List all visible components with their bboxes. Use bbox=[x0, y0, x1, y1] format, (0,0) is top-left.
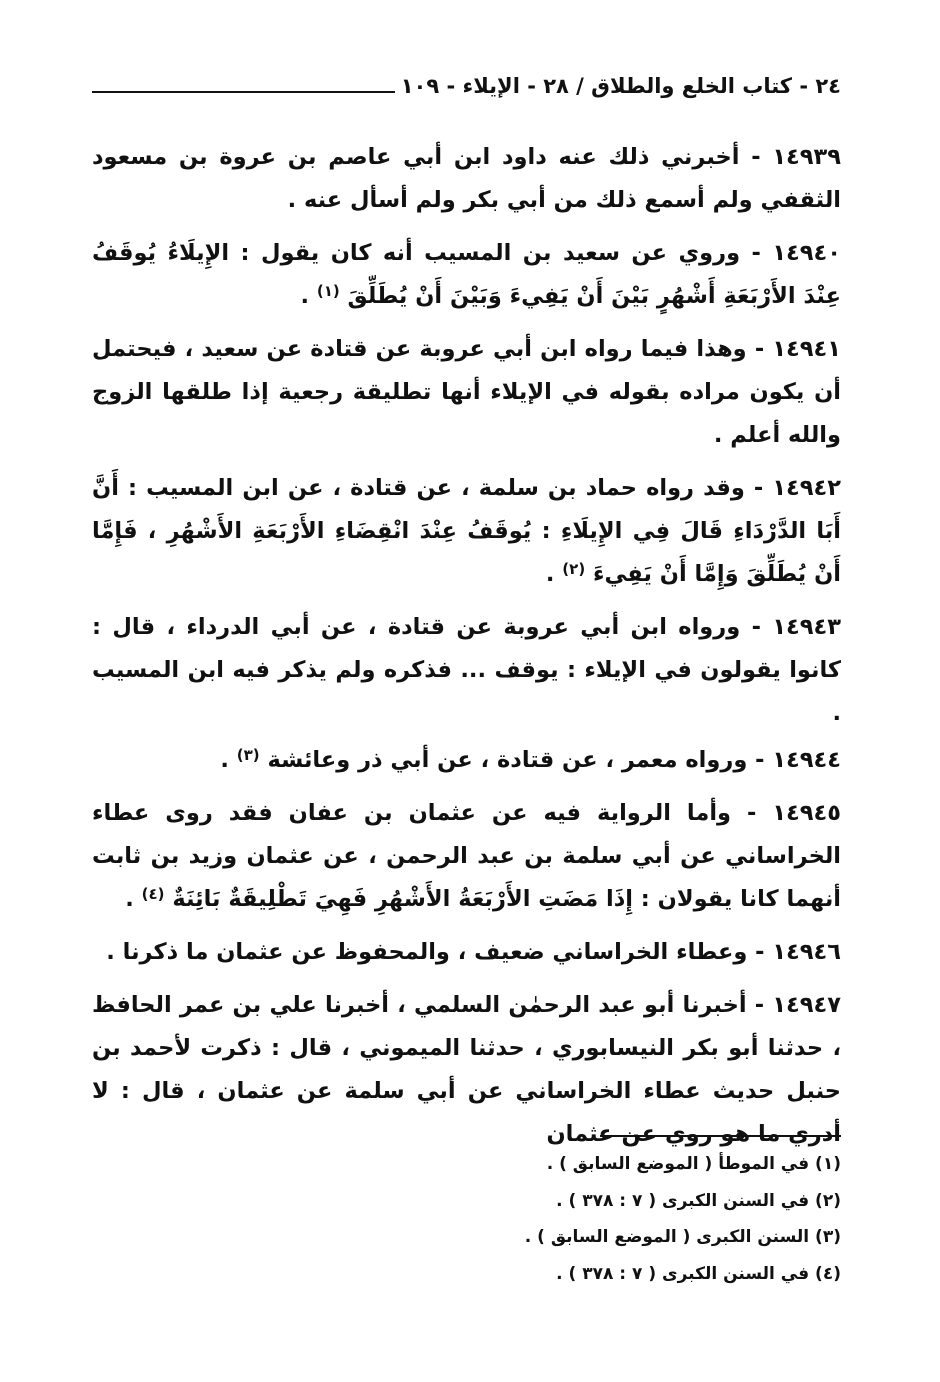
paragraph-text: ١٤٩٤٦ - وعطاء الخراساني ضعيف ، والمحفوظ عن عثمان ما ذكرنا . bbox=[106, 939, 841, 965]
header-rule bbox=[92, 91, 395, 93]
footnote-4: (٤) في السنن الكبرى ( ٧ : ٣٧٨ ) . bbox=[556, 1263, 841, 1284]
footnote-ref-4[interactable]: (٤) bbox=[141, 885, 165, 903]
paragraph-end: . bbox=[545, 561, 563, 587]
paragraph-14945 bbox=[92, 792, 841, 921]
footnote-2: (٢) في السنن الكبرى ( ٧ : ٣٧٨ ) . bbox=[556, 1190, 841, 1211]
paragraph-text: ١٤٩٤٣ - ورواه ابن أبي عروبة عن قتادة ، عن أبي الدرداء ، قال : كانوا يقولون في الإيلاء : يوقف ... فذكره ولم يذكر فيه ابن المسيب . bbox=[92, 614, 841, 726]
footnote-3: (٣) السنن الكبرى ( الموضع السابق ) . bbox=[524, 1227, 841, 1247]
paragraph-14940 bbox=[92, 232, 841, 318]
paragraph-text: ١٤٩٤٥ - وأما الرواية فيه عن عثمان بن عفان فقد روى عطاء الخراساني عن أبي سلمة بن عبد الرحمن ، عن عثمان وزيد بن ثابت أنهما كانا يقولان : إِذَا مَضَتِ الأَرْبَعَةُ الأَشْهُرِ فَهِيَ تَطْلِيقَةٌ بَائِنَةٌ bbox=[92, 800, 841, 912]
paragraph-end: . bbox=[125, 886, 142, 912]
paragraph-end: . bbox=[220, 747, 237, 773]
paragraph-14947 bbox=[92, 984, 841, 1156]
paragraph-14939 bbox=[92, 136, 841, 222]
running-header bbox=[92, 74, 841, 98]
footnote-ref-3[interactable]: (٣) bbox=[236, 746, 260, 764]
paragraph-14943 bbox=[92, 606, 841, 735]
paragraph-text: ١٤٩٣٩ - أخبرني ذلك عنه داود ابن أبي عاصم بن عروة بن مسعود الثقفي ولم أسمع ذلك من أبي بكر ولم أسأل عنه . bbox=[92, 144, 841, 213]
paragraph-text: ١٤٩٤٧ - أخبرنا أبو عبد الرحمٰن السلمي ، أخبرنا علي بن عمر الحافظ ، حدثنا أبو بكر النيسابوري ، حدثنا الميموني ، قال : ذكرت لأحمد بن حنبل حديث عطاء الخراساني عن أبي سلمة عن عثمان ، قال : لا أدري ما هو روي عن عثمان bbox=[92, 992, 841, 1147]
paragraph-end: . bbox=[300, 283, 317, 309]
footnote-ref-2[interactable]: (٢) bbox=[562, 560, 586, 578]
footnote-1: (١) في الموطأ ( الموضع السابق ) . bbox=[546, 1154, 841, 1174]
paragraph-text: ١٤٩٤٢ - وقد رواه حماد بن سلمة ، عن قتادة ، عن ابن المسيب : أَنَّ أَبَا الدَّرْدَاءِ قَالَ فِي الإِيلَاءِ : يُوقَفُ عِنْدَ انْقِضَاءِ الأَرْبَعَةِ الأَشْهُرِ ، فَإِمَّا أَنْ يُطَلِّقَ وَإِمَّا أَنْ يَفِيءَ bbox=[92, 475, 841, 587]
paragraph-14942 bbox=[92, 467, 841, 596]
header-text: ٢٤ - كتاب الخلع والطلاق / ٢٨ - الإيلاء - ١٠٩ bbox=[400, 74, 841, 98]
paragraph-text: ١٤٩٤٠ - وروي عن سعيد بن المسيب أنه كان يقول : الإِيلَاءُ يُوقَفُ عِنْدَ الأَرْبَعَةِ أَشْهُرٍ بَيْنَ أَنْ يَفِيءَ وَبَيْنَ أَنْ يُطَلِّقَ bbox=[92, 240, 841, 309]
paragraph-14946 bbox=[92, 931, 841, 974]
paragraph-14941 bbox=[92, 328, 841, 457]
main-text bbox=[92, 136, 841, 1166]
footnote-ref-1[interactable]: (١) bbox=[316, 282, 340, 300]
paragraph-text: ١٤٩٤١ - وهذا فيما رواه ابن أبي عروبة عن قتادة عن سعيد ، فيحتمل أن يكون مراده بقوله في الإيلاء أنها تطليقة رجعية إذا طلقها الزوج والله أعلم . bbox=[92, 336, 841, 448]
footnotes bbox=[92, 1146, 841, 1292]
paragraph-text: ١٤٩٤٤ - ورواه معمر ، عن قتادة ، عن أبي ذر وعائشة bbox=[267, 747, 841, 773]
paragraph-14944 bbox=[92, 739, 841, 782]
footnote-divider bbox=[600, 1135, 841, 1137]
